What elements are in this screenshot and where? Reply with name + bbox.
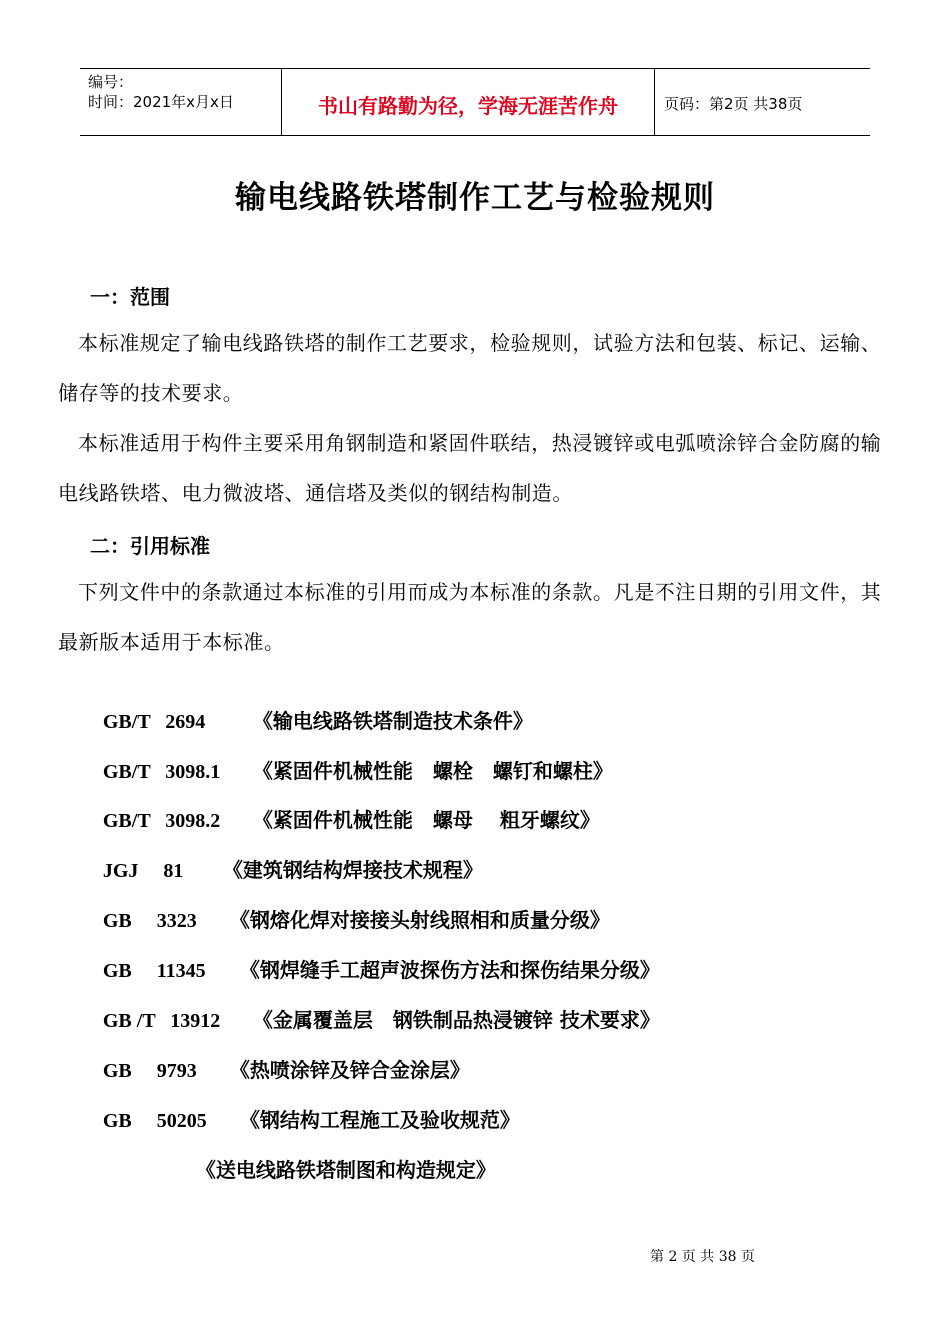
reference-code: GB 11345 (102, 960, 206, 982)
reference-title: 《紧固件机械性能 螺母 粗牙螺纹》 (252, 808, 600, 832)
reference-code: GB/T 2694 (102, 711, 206, 733)
time-label: 时间：2021年x月x日 (88, 93, 234, 111)
reference-code: JGJ 81 (102, 860, 184, 882)
header-motto: 书山有路勤为径，学海无涯苦作舟 (282, 69, 655, 135)
reference-title: 《金属覆盖层 钢铁制品热浸镀锌 技术要求》 (252, 1008, 660, 1032)
reference-title: 《钢焊缝手工超声波探伤方法和探伤结果分级》 (239, 958, 660, 982)
section-heading-references: 二：引用标准 (90, 534, 210, 558)
section-heading-scope: 一：范围 (90, 285, 170, 309)
reference-title: 《热喷涂锌及锌合金涂层》 (229, 1058, 470, 1082)
references-intro: 下列文件中的条款通过本标准的引用而成为本标准的条款。凡是不注日期的引用文件，其最新版本适用于本标准。 (58, 580, 882, 654)
reference-title: 《输电线路铁塔制造技术条件》 (252, 709, 533, 733)
reference-title: 《建筑钢结构焊接技术规程》 (222, 858, 483, 882)
reference-item (168, 1125, 496, 1182)
reference-item (75, 875, 610, 932)
reference-item (75, 825, 483, 882)
reference-code: GB 3323 (102, 910, 197, 932)
reference-code: GB /T 13912 (102, 1010, 221, 1032)
reference-title: 《紧固件机械性能 螺栓 螺钉和螺柱》 (252, 759, 613, 783)
reference-code: GB 9793 (102, 1060, 197, 1082)
reference-item (75, 975, 660, 1032)
header-page-info: 页码：第2页 共38页 (664, 94, 803, 113)
reference-code: GB 50205 (102, 1110, 207, 1132)
reference-title: 《钢结构工程施工及验收规范》 (239, 1108, 520, 1132)
reference-item (75, 775, 600, 832)
reference-item (75, 1075, 520, 1132)
reference-item (75, 726, 613, 783)
header-meta-cell (80, 69, 282, 135)
document-title: 输电线路铁塔制作工艺与检验规则 (235, 180, 715, 216)
serial-number-label: 编号： (88, 73, 134, 91)
reference-item (75, 676, 533, 733)
reference-title: 《送电线路铁塔制图和构造规定》 (195, 1158, 496, 1182)
reference-item (75, 925, 660, 982)
reference-item (75, 1025, 470, 1082)
scope-paragraph-1: 本标准规定了输电线路铁塔的制作工艺要求，检验规则，试验方法和包装、标记、运输、储存等的技术要求。 (58, 331, 882, 405)
scope-paragraph-2: 本标准适用于构件主要采用角钢制造和紧固件联结，热浸镀锌或电弧喷涂锌合金防腐的输电线路铁塔、电力微波塔、通信塔及类似的钢结构制造。 (58, 431, 882, 505)
reference-code: GB/T 3098.2 (102, 810, 221, 832)
page-header-table (80, 68, 870, 136)
reference-title: 《钢熔化焊对接接头射线照相和质量分级》 (229, 908, 610, 932)
page-footer: 第 2 页 共 38 页 (650, 1249, 755, 1265)
reference-code: GB/T 3098.1 (102, 761, 221, 783)
